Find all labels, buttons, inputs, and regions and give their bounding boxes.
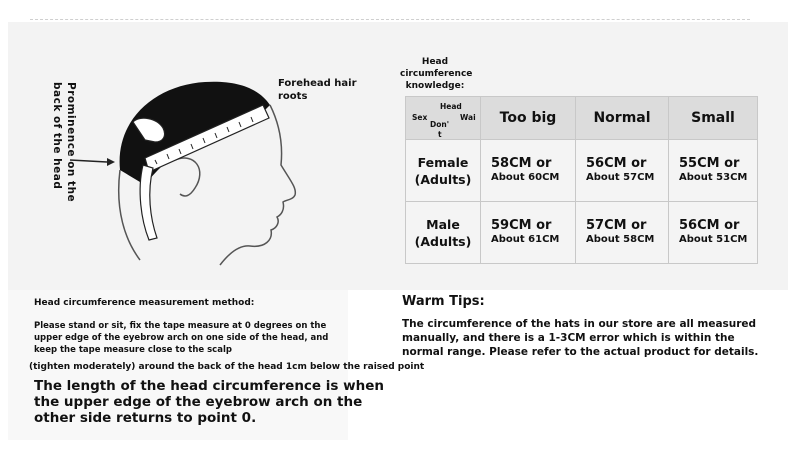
forehead-label: Forehead hair roots [278, 78, 357, 102]
method-title: Head circumference measurement method: [34, 298, 255, 308]
size-table [405, 96, 758, 264]
corner-dont: Don' [430, 120, 450, 129]
method-result-text: The length of the head circumference is when the upper edge of the eyebrow arch on the other side returns to point 0. [34, 378, 384, 426]
cell-female-small: 55CM or About 53CM [669, 140, 758, 202]
corner-wai: Wai [460, 113, 476, 122]
column-header-too-big: Too big [481, 97, 576, 140]
cell-male-small: 56CM or About 51CM [669, 202, 758, 264]
cell-male-too-big: 59CM or About 61CM [481, 202, 576, 264]
corner-head: Head [440, 102, 462, 111]
row-label-female: Female (Adults) [406, 140, 481, 202]
corner-cell [406, 97, 481, 140]
corner-t: t [438, 130, 442, 139]
cell-male-normal: 57CM or About 58CM [576, 202, 669, 264]
corner-sex: Sex [412, 113, 428, 122]
method-tighten-text: (tighten moderately) around the back of the head 1cm below the raised point [29, 362, 425, 372]
ear-shape [175, 158, 200, 196]
tips-title: Warm Tips: [402, 294, 485, 309]
cell-female-too-big: 58CM or About 60CM [481, 140, 576, 202]
table-row-male [406, 202, 758, 264]
cell-female-normal: 56CM or About 57CM [576, 140, 669, 202]
top-divider [30, 19, 750, 20]
table-caption: Head circumference knowledge: [400, 57, 473, 91]
column-header-normal: Normal [576, 97, 669, 140]
column-header-small: Small [669, 97, 758, 140]
row-label-male: Male (Adults) [406, 202, 481, 264]
table-header-row [406, 97, 758, 140]
tips-body: The circumference of the hats in our store are all measured manually, and there is a 1-3CM error which is within the normal range. Please refer to the actual product for details. [402, 318, 759, 358]
back-of-head-label: Prominence on the back of the head [51, 82, 77, 203]
method-body: Please stand or sit, fix the tape measure at 0 degrees on the upper edge of the eyebrow arch on one side of the head, and keep the tape measure close to the scalp [34, 321, 329, 355]
table-row-female [406, 140, 758, 202]
